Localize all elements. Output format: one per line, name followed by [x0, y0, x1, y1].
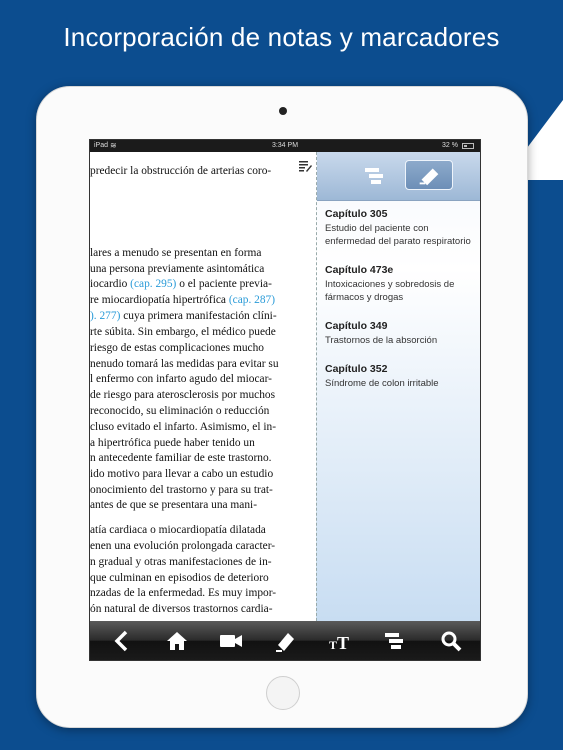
bookmarks-tab[interactable]	[357, 160, 393, 190]
book-text-line: onocimiento del trastorno y para su trat-	[90, 484, 273, 496]
eraser-icon	[406, 161, 452, 189]
video-icon[interactable]	[218, 629, 244, 653]
status-bar	[90, 140, 480, 152]
book-text-line: n gradual y otras manifestaciones de in-	[90, 556, 272, 568]
back-icon[interactable]	[110, 629, 136, 653]
book-text-line: reconocido, su eliminación o reducción	[90, 405, 270, 417]
book-text-line: ). 277) cuya primera manifestación clíni-	[90, 310, 277, 322]
notes-panel	[316, 152, 481, 621]
book-text-line: que culminan en episodios de deterioro	[90, 572, 269, 584]
book-text-line: lares a menudo se presentan en forma	[90, 247, 262, 259]
battery-label: 32 %	[442, 142, 458, 149]
note-item-title: Capítulo 349	[325, 320, 388, 332]
note-item-title: Capítulo 305	[325, 208, 388, 220]
note-item-description: Intoxicaciones y sobredosis de fármacos y drogas	[325, 279, 455, 303]
book-text-line: predecir la obstrucción de arterias coro-	[90, 165, 272, 177]
note-item-description: Trastornos de la absorción	[325, 335, 438, 346]
book-text-line: enen una evolución prolongada caracter-	[90, 540, 276, 552]
bottom-toolbar	[90, 621, 480, 660]
search-icon[interactable]	[438, 629, 464, 653]
note-icon[interactable]	[298, 159, 312, 173]
panel-header	[317, 152, 481, 201]
eraser-icon[interactable]	[272, 629, 298, 653]
book-text-line: atía cardiaca o miocardiopatía dilatada	[90, 524, 266, 536]
note-list-item[interactable]	[325, 208, 479, 248]
book-page	[90, 152, 316, 621]
note-list-item[interactable]	[325, 363, 479, 390]
note-item-title: Capítulo 473e	[325, 264, 394, 276]
book-text-line: cluso evitado el infarto. Asimismo, el in-	[90, 421, 277, 433]
book-text-line: riesgo de estas complicaciones mucho	[90, 342, 264, 354]
notes-tab[interactable]	[405, 160, 453, 190]
note-list-item[interactable]	[325, 320, 479, 347]
book-text-line: n antecedente familiar de este trastorno.	[90, 452, 272, 464]
chapter-link[interactable]: (cap. 287)	[228, 294, 276, 306]
camera	[279, 107, 287, 115]
svg-text:T: T	[329, 638, 338, 652]
book-text-line: antes de que se presentara una mani-	[90, 499, 257, 511]
book-text-line: rte súbita. Sin embargo, el médico puede	[90, 326, 276, 338]
app-screen	[89, 139, 481, 661]
note-item-title: Capítulo 352	[325, 363, 388, 375]
text-size-icon[interactable]	[327, 629, 353, 653]
note-item-description: Síndrome de colon irritable	[325, 378, 439, 389]
battery-icon	[462, 143, 474, 149]
index-icon	[357, 160, 393, 190]
svg-text:T: T	[337, 633, 350, 653]
note-item-description: Estudio del paciente con enfermedad del parato respiratorio	[325, 223, 471, 247]
note-list-item[interactable]	[325, 264, 479, 304]
book-text-line: nzadas de la enfermedad. Es muy impor-	[90, 587, 277, 599]
book-text-line: ido motivo para llevar a cabo un estudio	[90, 468, 274, 480]
index-icon[interactable]	[382, 629, 408, 653]
book-text-line: a hipertrófica puede haber tenido un	[90, 437, 255, 449]
chapter-link[interactable]: (cap. 295)	[130, 278, 177, 290]
carrier-label: iPad	[94, 142, 109, 149]
promo-title: Incorporación de notas y marcadores	[63, 22, 500, 52]
book-text-line: l enfermo con infarto agudo del miocar-	[90, 373, 272, 385]
book-text-line: ón natural de diversos trastornos cardia-	[90, 603, 273, 615]
book-text-line: de riesgo para aterosclerosis por muchos	[90, 389, 276, 401]
status-time: 3:34 PM	[271, 142, 299, 149]
book-text-line: re miocardiopatía hipertrófica (cap. 287)	[90, 294, 276, 306]
chapter-link[interactable]: ). 277)	[90, 310, 121, 322]
book-text-line: nenudo tomará las medidas para evitar su	[90, 358, 279, 370]
wifi-icon: ≋	[110, 141, 117, 150]
book-text-line: una persona previamente asintomática	[90, 263, 265, 275]
home-button[interactable]	[266, 676, 300, 710]
home-icon[interactable]	[164, 629, 190, 653]
book-text-line: iocardio (cap. 295) o el paciente previa-	[90, 278, 272, 290]
